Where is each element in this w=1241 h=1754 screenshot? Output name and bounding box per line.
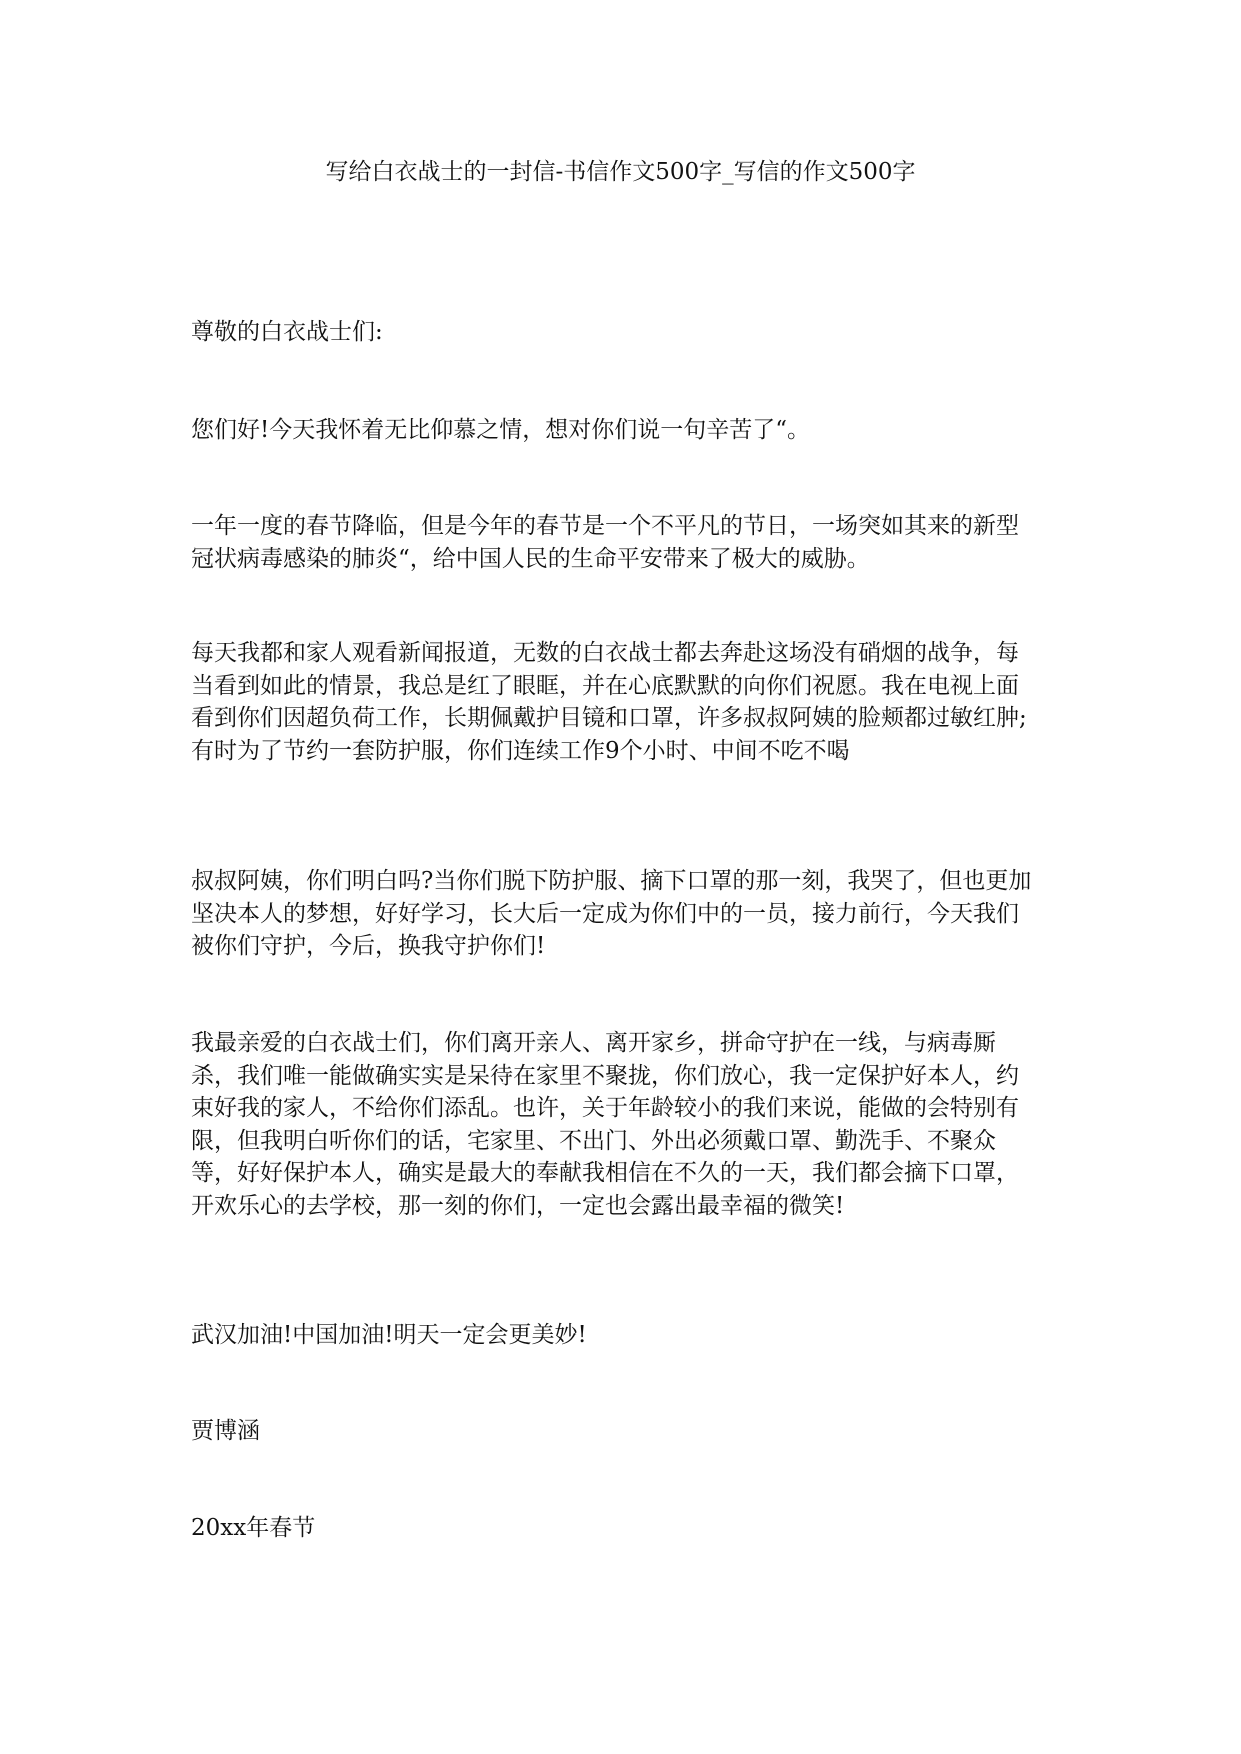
document-title: 写给白衣战士的一封信-书信作文500字_写信的作文500字 bbox=[325, 159, 916, 185]
paragraph-3: 每天我都和家人观看新闻报道，无数的白衣战士都去奔赴这场没有硝烟的战争，每当看到如此的情景，我总是红了眼眶，并在心底默默的向你们祝愿。我在电视上面看到你们因超负荷工作，长期佩戴护目镜和口罩，许多叔叔阿姨的脸颊都过敏红肿;有时为了节约一套防护服，你们连续工作9个小时、中间不吃不喝 bbox=[191, 640, 1027, 764]
letter-greeting: 尊敬的白衣战士们: bbox=[191, 319, 383, 345]
letter-signature: 贾博涵 bbox=[191, 1418, 260, 1444]
paragraph-4: 叔叔阿姨，你们明白吗?当你们脱下防护服、摘下口罩的那一刻，我哭了，但也更加坚决本人的梦想，好好学习，长大后一定成为你们中的一员，接力前行，今天我们被你们守护，今后，换我守护你们! bbox=[191, 868, 1032, 959]
paragraph-1: 您们好!今天我怀着无比仰慕之情，想对你们说一句辛苦了“。 bbox=[191, 417, 811, 443]
paragraph-5: 我最亲爱的白衣战士们，你们离开亲人、离开家乡，拼命守护在一线，与病毒厮杀，我们唯一能做确实实是呆待在家里不聚拢，你们放心，我一定保护好本人，约束好我的家人，不给你们添乱。也许，关于年龄较小的我们来说，能做的会特别有限，但我明白听你们的话，宅家里、不出门、外出必须戴口罩、勤洗手、不聚众等，好好保护本人，确实是最大的奉献我相信在不久的一天，我们都会摘下口罩，开欢乐心的去学校，那一刻的你们，一定也会露出最幸福的微笑! bbox=[191, 1030, 1019, 1219]
letter-date: 20xx年春节 bbox=[191, 1515, 316, 1541]
paragraph-2: 一年一度的春节降临，但是今年的春节是一个不平凡的节日，一场突如其来的新型冠状病毒感染的肺炎“，给中国人民的生命平安带来了极大的威胁。 bbox=[191, 513, 1019, 572]
paragraph-6: 武汉加油!中国加油!明天一定会更美妙! bbox=[191, 1322, 587, 1348]
